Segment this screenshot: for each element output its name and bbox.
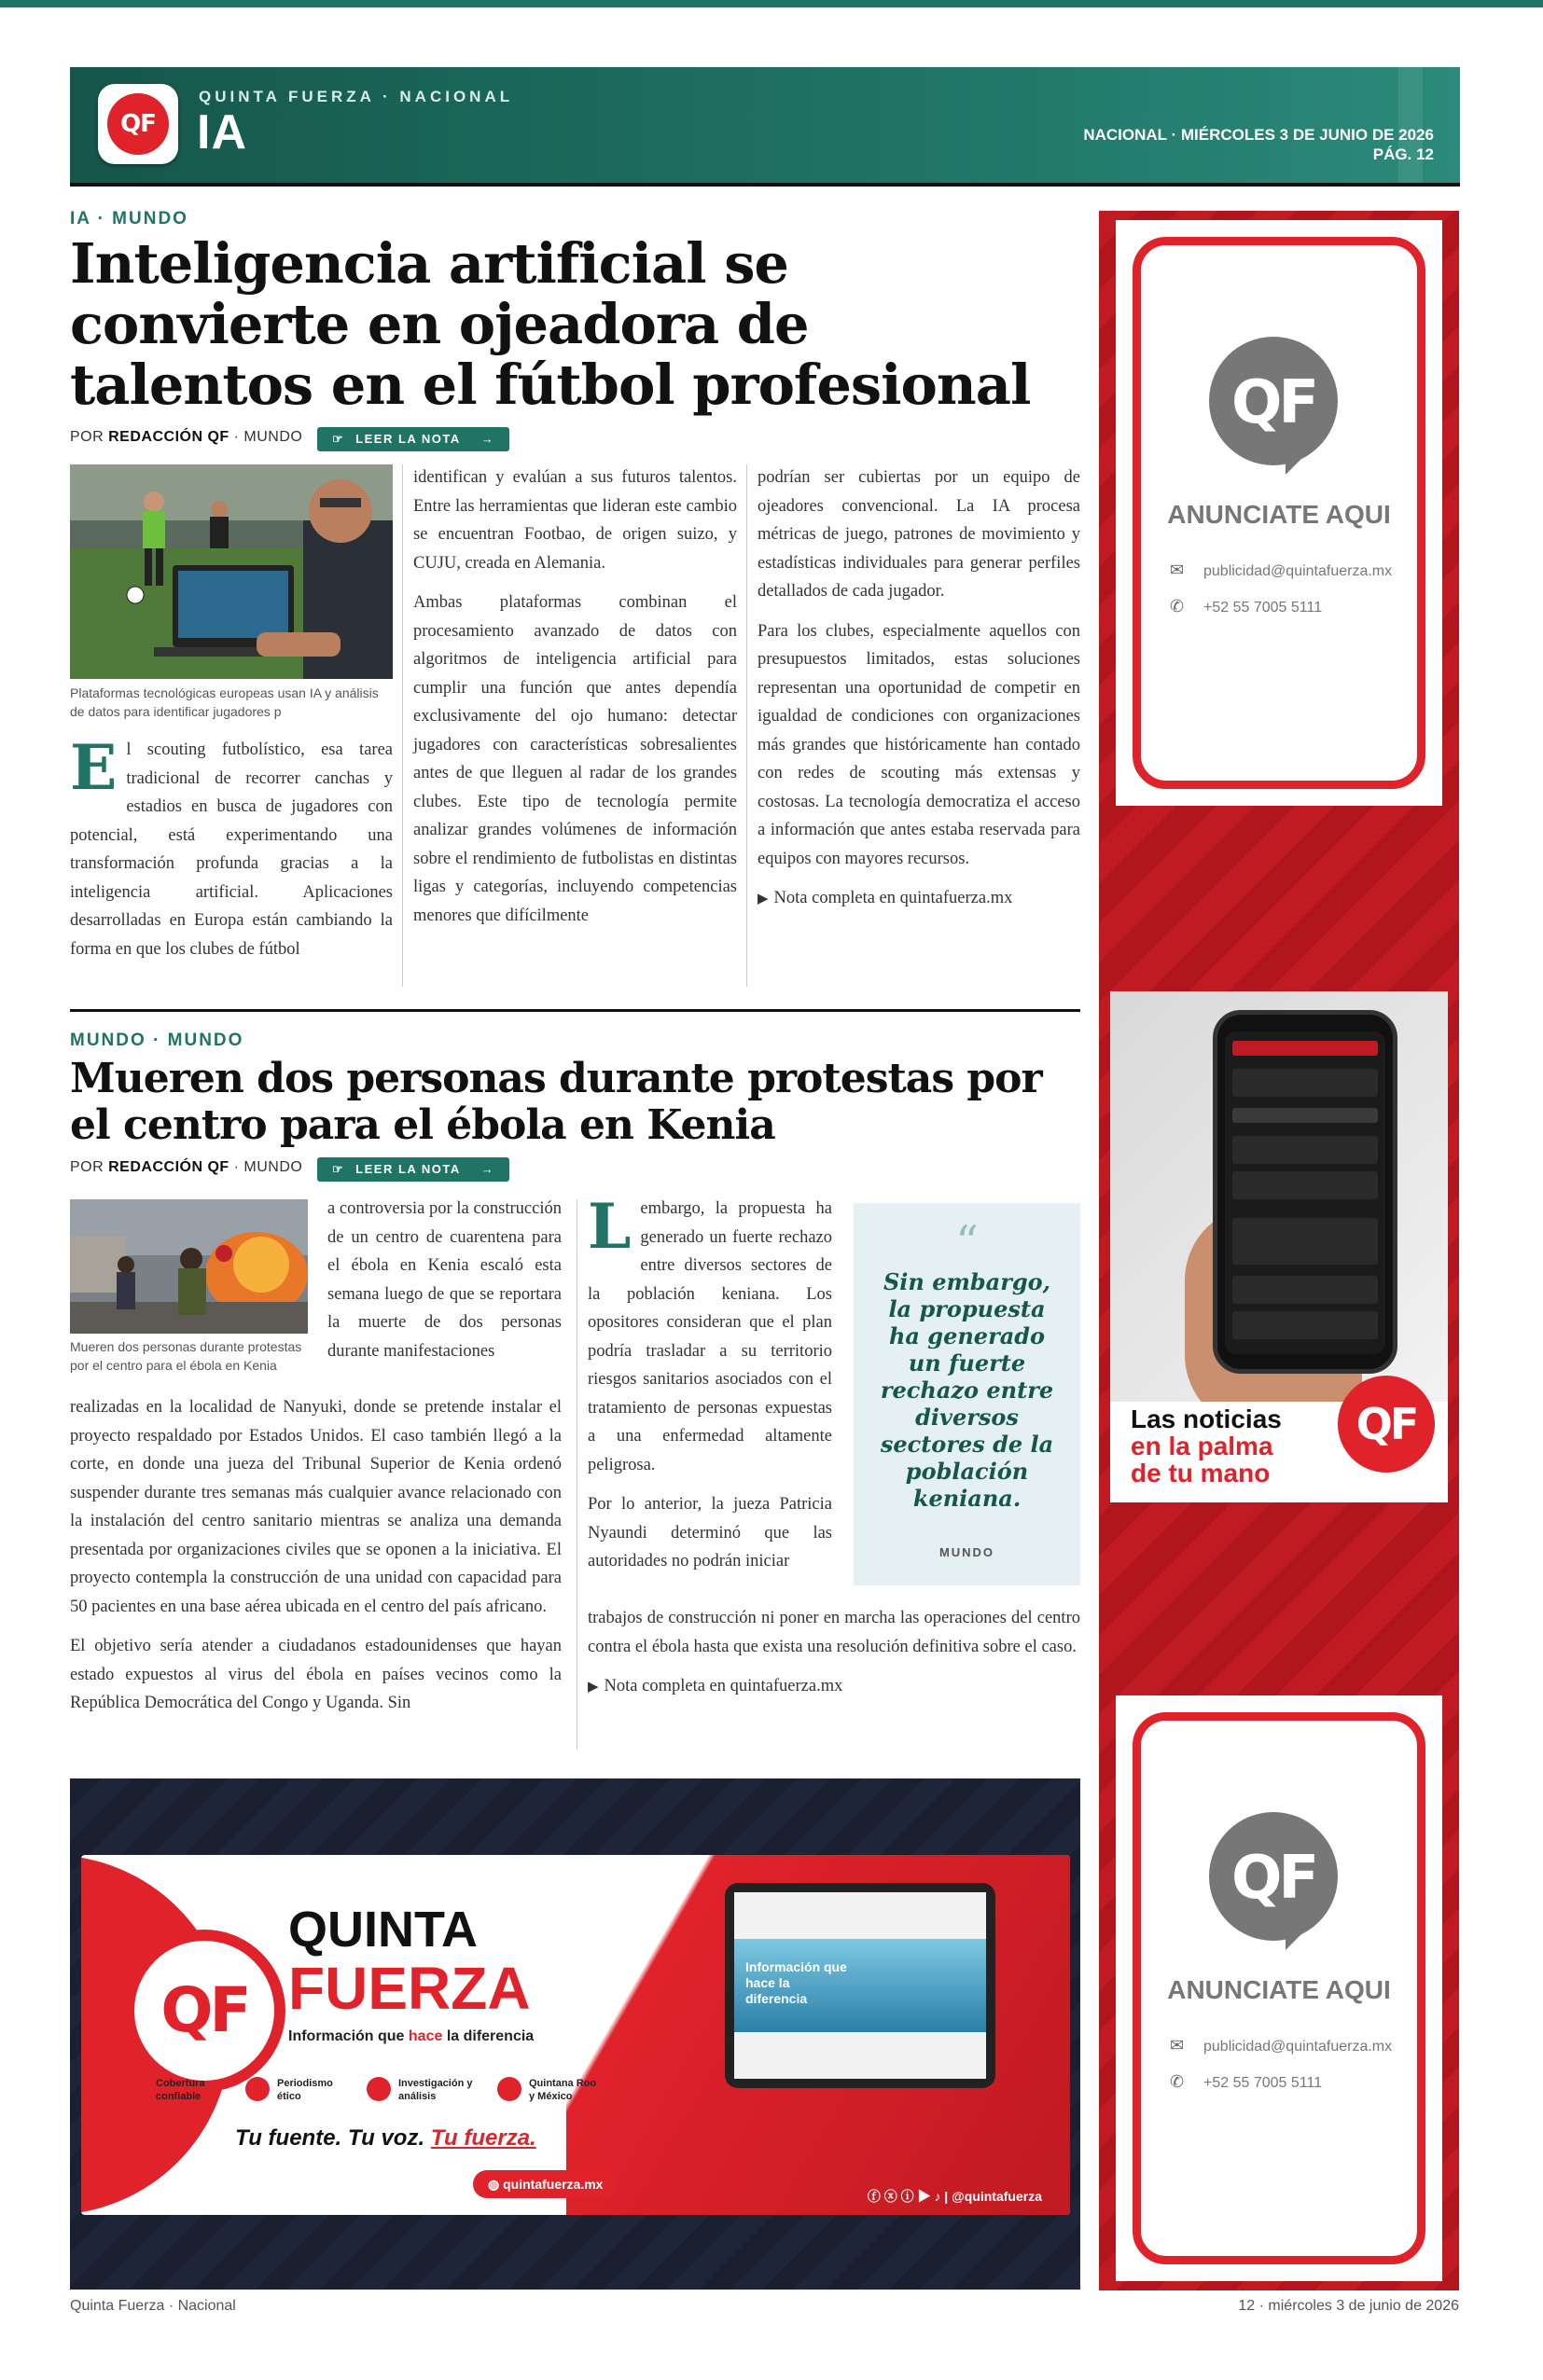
byline-section: · MUNDO <box>233 1159 303 1175</box>
more-link-text: Nota completa en quintafuerza.mx <box>604 1677 843 1695</box>
banner-card <box>81 1855 1070 2215</box>
article2-dropcap: L <box>588 1190 632 1263</box>
article1-col2-p1: identifican y evalúan a sus futuros talentos. Entre las herramientas que lideran este cambio se encuentran Footbao, de origen suizo, y CUJU, creada en Alemania. <box>413 468 737 573</box>
phone-icon: ✆ <box>1170 597 1185 616</box>
tagline-b: hace <box>408 2028 443 2044</box>
laptop-illustration <box>725 1883 995 2088</box>
phone-ad-logo: QF <box>1338 1376 1435 1473</box>
ad-card-title: ANUNCIATE AQUI <box>1167 500 1391 529</box>
ad-phone-line[interactable] <box>1170 597 1322 616</box>
newspaper-icon <box>124 2077 148 2101</box>
article1-photo[interactable] <box>70 464 393 679</box>
tagline-c: la diferencia <box>442 2028 535 2044</box>
pull-quote-text: Sin embargo, la propuesta ha generado un fuerte rechazo entre diversos sectores de la población keniana. <box>880 1268 1054 1512</box>
ad-email: publicidad@quintafuerza.mx <box>1203 563 1393 579</box>
tagline-a: Información que <box>288 2028 409 2044</box>
byline-prefix: POR <box>70 429 104 445</box>
ad-phone: +52 55 7005 5111 <box>1203 2075 1323 2091</box>
brand-kicker: QUINTA FUERZA · NACIONAL <box>199 88 514 105</box>
masthead <box>70 67 1460 187</box>
quinta-fuerza-banner[interactable] <box>70 1778 1080 2290</box>
globe-icon: ◍ <box>488 2177 504 2192</box>
phone-ad-line1: Las noticias <box>1131 1404 1282 1433</box>
banner-tagline <box>288 2028 534 2045</box>
article2-col2-full <box>588 1604 1080 1713</box>
byline-prefix: POR <box>70 1159 104 1175</box>
arrow-right-icon: → <box>480 432 495 446</box>
banner-slogan: Tu fuente. Tu voz. Tu fuerza. <box>235 2125 536 2151</box>
qf-ad-logo <box>1209 337 1338 465</box>
date-line: NACIONAL · MIÉRCOLES 3 DE JUNIO DE 2026 <box>1083 126 1434 144</box>
mobile-app-ad[interactable] <box>1110 991 1448 1502</box>
speech-tail-icon <box>1286 447 1314 475</box>
article2-kicker: MUNDO · MUNDO <box>70 1031 244 1050</box>
ad-phone: +52 55 7005 5111 <box>1203 600 1323 616</box>
article1-more-link[interactable] <box>758 884 1080 914</box>
laptop-screen-headline: Información que hace la diferencia <box>745 1959 847 2006</box>
banner-qf-logo: QF <box>123 1930 285 2092</box>
byline-author: REDACCIÓN QF <box>108 1159 229 1175</box>
column-divider <box>402 464 403 987</box>
ad-email: publicidad@quintafuerza.mx <box>1203 2039 1393 2055</box>
article2-col2-p1: embargo, la propuesta ha generado un fuerte rechazo entre diversos sectores de la población keniana. Los opositores consideran que el plan podría trasladar a su territorio riesgos sanitarios asociados con el tratamiento de personas expuestas a una enfermedad altamente peligrosa. <box>588 1199 832 1474</box>
top-accent-bar <box>0 0 1543 7</box>
envelope-icon: ✉ <box>1170 560 1185 579</box>
article1-col1-text: l scouting futbolístico, esa tarea tradicional de recorrer canchas y estadios en busca de jugadores con potencial, está experimentando una transformación profunda gracias a la inteligencia artificial. Aplicaciones desarrolladas en Europa están cambiando la forma en que los clubes de fútbol <box>70 740 393 959</box>
article1-col3-p1: podrían ser cubiertas por un equipo de ojeadores convencional. La IA procesa métricas de juego, patrones de movimiento y estadísticas individuales para generar perfiles detallados de cada jugador. <box>758 468 1080 601</box>
megaphone-icon <box>245 2077 270 2101</box>
ad-email-line[interactable] <box>1170 560 1392 580</box>
speech-tail-icon <box>1286 1922 1314 1950</box>
qf-logo-text: QF <box>107 93 169 155</box>
article2-headline[interactable] <box>70 1056 1042 1149</box>
pull-quote <box>854 1203 1080 1585</box>
ad-email-line[interactable] <box>1170 2036 1392 2055</box>
article1-headline-line2: convierte en ojeadora de <box>70 292 809 356</box>
envelope-icon: ✉ <box>1170 2036 1185 2055</box>
article2-headline-line1: Mueren dos personas durante protestas por <box>70 1055 1042 1102</box>
phone-ad-line2: en la palma <box>1131 1432 1273 1460</box>
byline-author: REDACCIÓN QF <box>108 429 229 445</box>
article2-col2-p2a: Por lo anterior, la jueza Patricia Nyaundi determinó que las autoridades no podrán iniciar <box>588 1495 832 1571</box>
article1-kicker: IA · MUNDO <box>70 209 188 228</box>
ad-phone-line[interactable] <box>1170 2072 1322 2092</box>
footer-left: Quinta Fuerza · Nacional <box>70 2298 236 2314</box>
play-triangle-icon: ▶ <box>588 1680 599 1695</box>
read-button-label: LEER LA NOTA <box>355 432 461 446</box>
play-triangle-icon: ▶ <box>758 892 769 906</box>
location-pin-icon <box>497 2077 521 2101</box>
footer-right: 12 · miércoles 3 de junio de 2026 <box>1238 2298 1459 2314</box>
article2-photo-caption: Mueren dos personas durante protestas por el centro para el ébola en Kenia <box>70 1339 302 1373</box>
feature-region: Quintana Roo y México <box>529 2077 604 2103</box>
column-divider <box>746 464 747 987</box>
read-button-label: LEER LA NOTA <box>355 1162 461 1176</box>
article2-more-link[interactable] <box>588 1672 1080 1702</box>
article2-col1-wrap: a controversia por la construcción de un centro de cuarentena para el ébola en Kenia escaló esta semana luego de que se reportara la muerte de dos personas durante manifestaciones <box>327 1199 562 1361</box>
page-label: PÁG. 12 <box>1372 145 1434 163</box>
pointing-hand-icon: ☞ <box>332 432 345 446</box>
article1-col3 <box>758 464 1080 925</box>
article1-headline-line1: Inteligencia artificial se <box>70 231 788 296</box>
article-separator <box>70 1009 1080 1012</box>
qf-ad-logo <box>1209 1812 1338 1941</box>
article1-col3-p2: Para los clubes, especialmente aquellos con presupuestos limitados, estas soluciones representan una oportunidad de competir en igualdad de condiciones con organizaciones más grandes que históricamente han contado con redes de scouting más extensas y costosas. La tecnología democratiza el acceso a información que antes estaba reservada para equipos con mayores recursos. <box>758 621 1080 868</box>
arrow-right-icon: → <box>480 1162 495 1176</box>
qf-ad-logo-text: QF <box>1230 368 1316 437</box>
article2-col2-p2b: trabajos de construcción ni poner en marcha las operaciones del centro contra el ébola hasta que exista una resolución definitiva sobre el caso. <box>588 1609 1080 1656</box>
banner-name-2: FUERZA <box>288 1955 531 2022</box>
article1-dropcap: E <box>70 731 118 804</box>
qf-logo[interactable] <box>98 84 178 164</box>
article2-col1 <box>70 1393 562 1729</box>
phone-icon: ✆ <box>1170 2072 1185 2091</box>
banner-social-handle[interactable]: ⓕ ⓧ ⓘ ▶ ♪ | @quintafuerza <box>867 2189 1042 2204</box>
article2-byline <box>70 1159 302 1176</box>
pull-quote-source: MUNDO <box>938 1545 995 1559</box>
feature-research: Investigación y análisis <box>398 2077 473 2103</box>
article2-headline-line2: el centro para el ébola en Kenia <box>70 1101 775 1149</box>
phone-ad-line3: de tu mano <box>1131 1459 1271 1488</box>
article2-col2 <box>588 1190 832 1587</box>
feature-ethics: Periodismo ético <box>277 2077 342 2103</box>
magnifier-icon <box>367 2077 391 2101</box>
article1-headline-line3: talentos en el fútbol profesional <box>70 353 1031 417</box>
article2-col1-p2: El objetivo sería atender a ciudadanos estadounidenses que hayan estado expuestos al virus del ébola en países vecinos como la República Democrática del Congo y Uganda. Sin <box>70 1637 562 1712</box>
phone-ad-slogan <box>1131 1405 1282 1487</box>
phone-screen <box>1225 1031 1385 1354</box>
football-laptop-image <box>70 464 393 679</box>
banner-url-button[interactable]: ◍ quintafuerza.mx <box>473 2170 618 2198</box>
article1-col1 <box>70 731 393 963</box>
article2-photo[interactable] <box>70 1199 308 1334</box>
article2-read-button[interactable] <box>317 1157 509 1182</box>
article1-read-button[interactable] <box>317 427 509 451</box>
article1-byline <box>70 429 302 446</box>
ad-card-bottom[interactable] <box>1116 1695 1442 2281</box>
article1-col2-p2: Ambas plataformas combinan el procesamiento avanzado de datos con algoritmos de inteligencia artificial para cumplir una función que antes dependía exclusivamente del ojo humano: detectar jugadores con características sobresalientes antes de que lleguen al radar de los grandes clubes. Este tipo de tecnología permite analizar grandes volúmenes de información sobre el rendimiento de futbolistas en distintas ligas y categorías, incluyendo competencias menores que difícilmente <box>413 593 737 925</box>
pointing-hand-icon: ☞ <box>332 1162 345 1176</box>
qf-ad-logo-text: QF <box>1230 1844 1316 1913</box>
article2-col1-p1: realizadas en la localidad de Nanyuki, donde se pretende instalar el proyecto respaldado por Estados Unidos. El caso también llegó a la corte, en donde una jueza del Tribunal Superior de Kenia ordenó suspender durante tres semanas más cualquier avance relacionado con la instalación del centro sanitario mientras se analiza una demanda presentada por organizaciones civiles que se oponen a la iniciativa. El proyecto contempla la construcción de una unidad con capacidad para 50 pacientes en una base aérea ubicada en el centro del país africano. <box>70 1398 562 1616</box>
ad-card-top[interactable] <box>1116 220 1442 806</box>
article1-col2 <box>413 464 737 941</box>
quote-mark-icon: “ <box>955 1216 979 1268</box>
section-title: IA <box>197 105 247 159</box>
article1-photo-caption: Plataformas tecnológicas europeas usan IA y análisis de datos para identificar jugadores p <box>70 685 379 719</box>
protest-fire-image <box>70 1199 308 1334</box>
masthead-date <box>1083 125 1434 164</box>
byline-section: · MUNDO <box>233 429 303 445</box>
feature-coverage: Cobertura confiable <box>156 2077 221 2103</box>
more-link-text: Nota completa en quintafuerza.mx <box>773 889 1013 907</box>
smartphone-illustration <box>1213 1010 1397 1374</box>
social-icons: ⓕ ⓧ ⓘ ▶ ♪ | <box>867 2189 952 2204</box>
article1-headline[interactable] <box>70 233 1030 415</box>
banner-name-1: QUINTA <box>288 1902 478 1958</box>
ad-card-title: ANUNCIATE AQUI <box>1167 1975 1391 2004</box>
